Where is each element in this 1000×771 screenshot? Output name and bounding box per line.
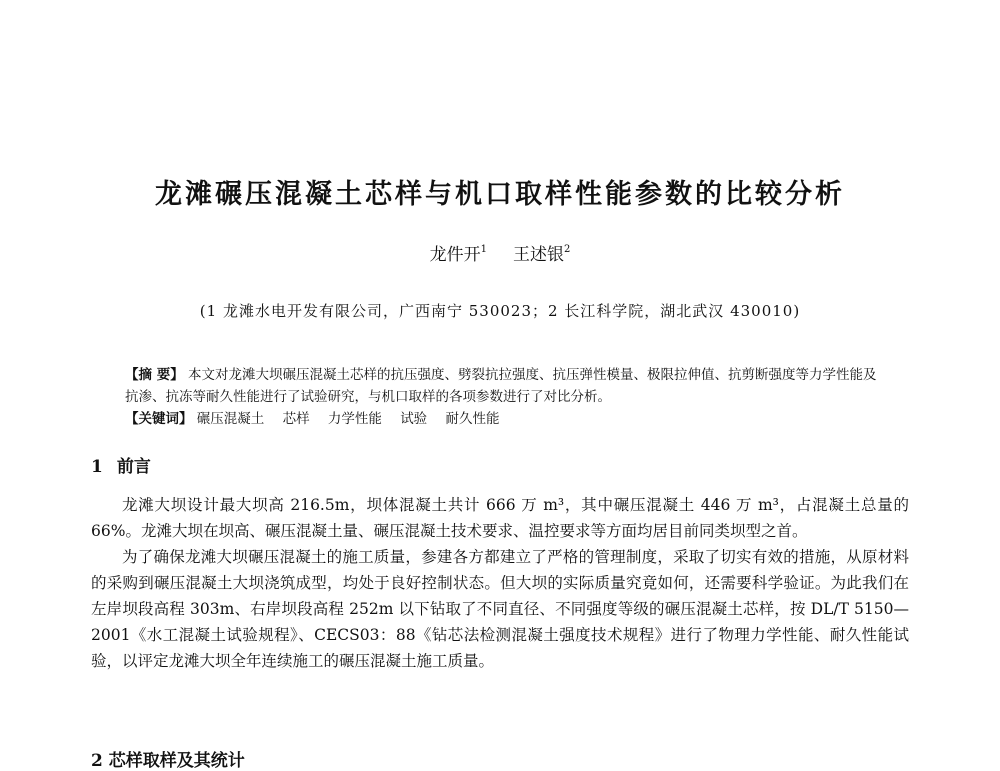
keyword: 碾压混凝土 <box>196 411 265 427</box>
section-title: 前言 <box>116 457 151 477</box>
keyword: 试验 <box>400 411 428 427</box>
section-heading <box>91 452 151 477</box>
section-number: 1 <box>91 457 103 477</box>
keyword: 耐久性能 <box>445 411 500 427</box>
next-section-heading-cut: 2 芯样取样及其统计 <box>91 751 245 771</box>
body-paragraph: 龙滩大坝设计最大坝高 216.5m，坝体混凝土共计 666 万 m³，其中碾压混凝土 446 万 m³，占混凝土总量的 66%。龙滩大坝在坝高、碾压混凝土量、碾压混凝土技术要求、温控要求等方面均居目前同类坝型之首。 <box>91 496 909 540</box>
keywords-line <box>125 408 885 430</box>
abstract-text: 本文对龙滩大坝碾压混凝土芯样的抗压强度、劈裂抗拉强度、抗压弹性模量、极限拉伸值、抗剪断强度等力学性能及抗渗、抗冻等耐久性能进行了试验研究，与机口取样的各项参数进行了对比分析。 <box>125 367 877 405</box>
author-name: 龙件开 <box>429 245 481 265</box>
paper-title: 龙滩碾压混凝土芯样与机口取样性能参数的比较分析 <box>155 179 845 210</box>
body-paragraph: 为了确保龙滩大坝碾压混凝土的施工质量，参建各方都建立了严格的管理制度，采取了切实有效的措施，从原材料的采购到碾压混凝土大坝浇筑成型，均处于良好控制状态。但大坝的实际质量究竟如何，还需要科学验证。为此我们在左岸坝段高程 303m、右岸坝段高程 252m 以下钻取了不同直径、不同强度等级的碾压混凝土芯样，按 DL/T 5150—2001《水工混凝土试验规程》、CECS03：88《钻芯法检测混凝土强度技术规程》进行了物理力学性能、耐久性能试验，以评定龙滩大坝全年连续施工的碾压混凝土施工质量。 <box>91 548 909 670</box>
abstract-paragraph <box>125 364 885 408</box>
abstract-block <box>125 364 885 430</box>
author-affiliation-mark: 2 <box>564 244 571 255</box>
affiliation-line: (1 龙滩水电开发有限公司，广西南宁 530023；2 长江科学院，湖北武汉 430010) <box>199 302 801 320</box>
keyword: 芯样 <box>282 411 310 427</box>
body-text <box>91 492 909 674</box>
keywords-label: 【关键词】 <box>125 411 193 427</box>
author-name: 王述银 <box>513 245 564 265</box>
keyword: 力学性能 <box>327 411 382 427</box>
abstract-label: 【摘 要】 <box>125 367 184 383</box>
author-affiliation-mark: 1 <box>480 244 487 255</box>
author-line <box>0 240 1000 265</box>
